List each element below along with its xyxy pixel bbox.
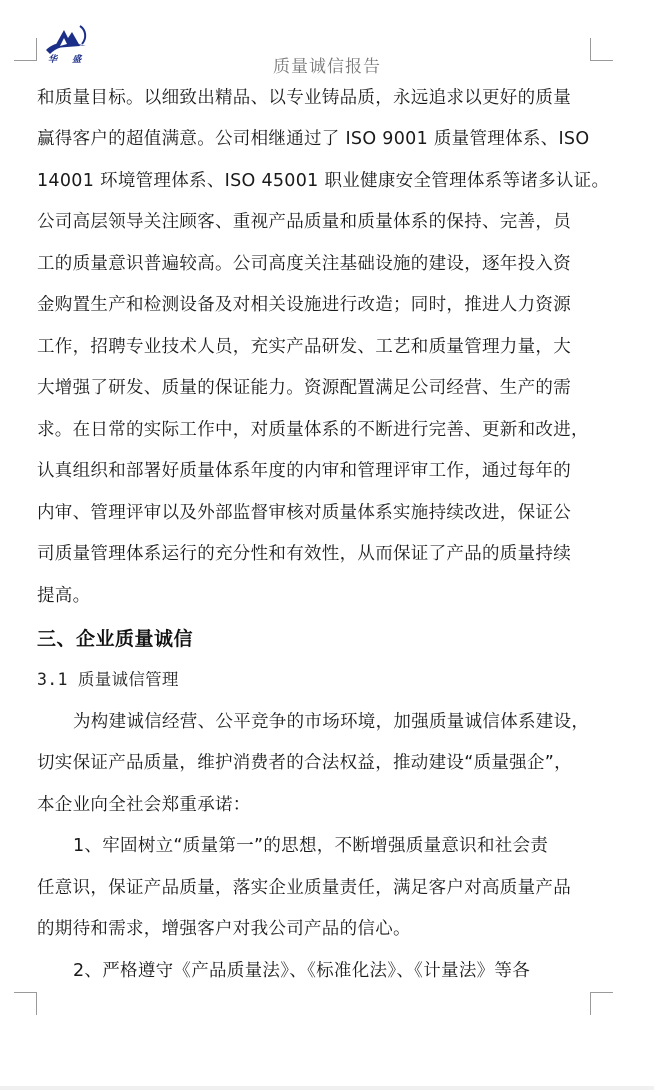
paragraph-line: 14001 环境管理体系、ISO 45001 职业健康安全管理体系等诸多认证。	[37, 171, 610, 191]
paragraph-line: 2、严格遵守《产品质量法》、《标准化法》、《计量法》等各	[73, 961, 531, 981]
paragraph-line: 大增强了研发、质量的保证能力。资源配置满足公司经营、生产的需	[37, 378, 571, 398]
paragraph-line: 认真组织和部署好质量体系年度的内审和管理评审工作，通过每年的	[37, 461, 571, 481]
paragraph-line: 的期待和需求，增强客户对我公司产品的信心。	[37, 919, 411, 939]
page-bottom-edge	[0, 1086, 654, 1090]
paragraph-line: 任意识，保证产品质量，落实企业质量责任，满足客户对高质量产品	[37, 878, 571, 898]
crop-mark-bottom-right	[590, 992, 613, 1015]
paragraph-line: 1、牢固树立“质量第一”的思想，不断增强质量意识和社会责	[73, 836, 549, 856]
paragraph-line: 为构建诚信经营、公平竞争的市场环境，加强质量诚信体系建设，	[73, 712, 590, 732]
paragraph-line: 切实保证产品质量，维护消费者的合法权益，推动建设“质量强企”，	[37, 753, 572, 773]
paragraph-line: 提高。	[37, 586, 91, 606]
paragraph-line: 司质量管理体系运行的充分性和有效性，从而保证了产品的质量持续	[37, 544, 571, 564]
paragraph-line: 求。在日常的实际工作中，对质量体系的不断进行完善、更新和改进，	[37, 420, 589, 440]
paragraph-line: 本企业向全社会郑重承诺：	[37, 795, 251, 815]
page-header-title: 质量诚信报告	[273, 57, 381, 77]
crop-mark-bottom-left	[14, 992, 37, 1015]
paragraph-line: 内审、管理评审以及外部监督审核对质量体系实施持续改进，保证公	[37, 503, 571, 523]
paragraph-line: 赢得客户的超值满意。公司相继通过了 ISO 9001 质量管理体系、ISO	[37, 129, 590, 149]
paragraph-line: 工的质量意识普遍较高。公司高度关注基础设施的建设，逐年投入资	[37, 254, 571, 274]
subsection-heading: 3.1 质量诚信管理	[37, 670, 179, 689]
paragraph-line: 公司高层领导关注顾客、重视产品质量和质量体系的保持、完善，员	[37, 212, 571, 232]
logo-text: 华 盛	[48, 55, 88, 65]
paragraph-line: 金购置生产和检测设备及对相关设施进行改造；同时，推进人力资源	[37, 295, 571, 315]
section-heading: 三、企业质量诚信	[37, 628, 194, 650]
paragraph-line: 工作，招聘专业技术人员，充实产品研发、工艺和质量管理力量，大	[37, 337, 571, 357]
paragraph-line: 和质量目标。以细致出精品、以专业铸品质，永远追求以更好的质量	[37, 88, 571, 108]
